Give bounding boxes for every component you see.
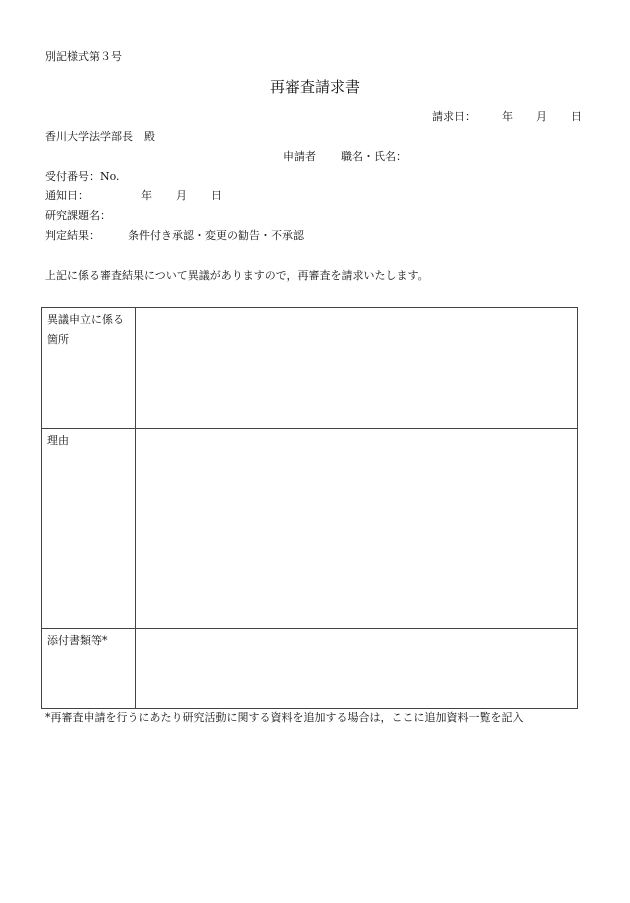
request-date-year[interactable]: 年 xyxy=(502,110,513,123)
notice-date-year[interactable]: 年 xyxy=(141,189,152,202)
judgment-options[interactable]: 条件付き承認・変更の勧告・不承認 xyxy=(128,229,304,242)
notice-date-day[interactable]: 日 xyxy=(211,189,222,202)
request-date-label: 請求日： xyxy=(432,110,476,123)
notice-date-month[interactable]: 月 xyxy=(176,189,187,202)
table-row xyxy=(42,308,578,429)
judgment-label: 判定結果： xyxy=(45,229,100,242)
footnote: *再審査申請を行うにあたり研究活動に関する資料を追加する場合は，ここに追加資料一覧を記入 xyxy=(45,711,524,724)
row-value-objection-location[interactable] xyxy=(136,308,578,429)
row-value-reason[interactable] xyxy=(136,429,578,629)
statement: 上記に係る審査結果について異議がありますので，再審査を請求いたします。 xyxy=(45,269,429,282)
applicant-name-label[interactable]: 職名・氏名： xyxy=(341,150,407,163)
request-date-month[interactable]: 月 xyxy=(536,110,547,123)
notice-date-label: 通知日： xyxy=(45,189,89,202)
row-label-objection-location: 異議申立に係る箇所 xyxy=(42,308,136,429)
request-date-day[interactable]: 日 xyxy=(571,110,582,123)
addressee: 香川大学法学部長 殿 xyxy=(45,130,155,143)
row-label-reason: 理由 xyxy=(42,429,136,629)
table-row xyxy=(42,429,578,629)
page-title: 再審査請求書 xyxy=(269,78,360,96)
applicant-label: 申請者 xyxy=(283,150,316,163)
receipt-number[interactable]: 受付番号：No. xyxy=(45,170,120,183)
row-label-attachments: 添付書類等* xyxy=(42,629,136,709)
row-value-attachments[interactable] xyxy=(136,629,578,709)
form-number: 別記様式第３号 xyxy=(45,50,122,63)
research-title-label[interactable]: 研究課題名： xyxy=(45,209,111,222)
table-row xyxy=(42,629,578,709)
request-table xyxy=(41,307,578,709)
